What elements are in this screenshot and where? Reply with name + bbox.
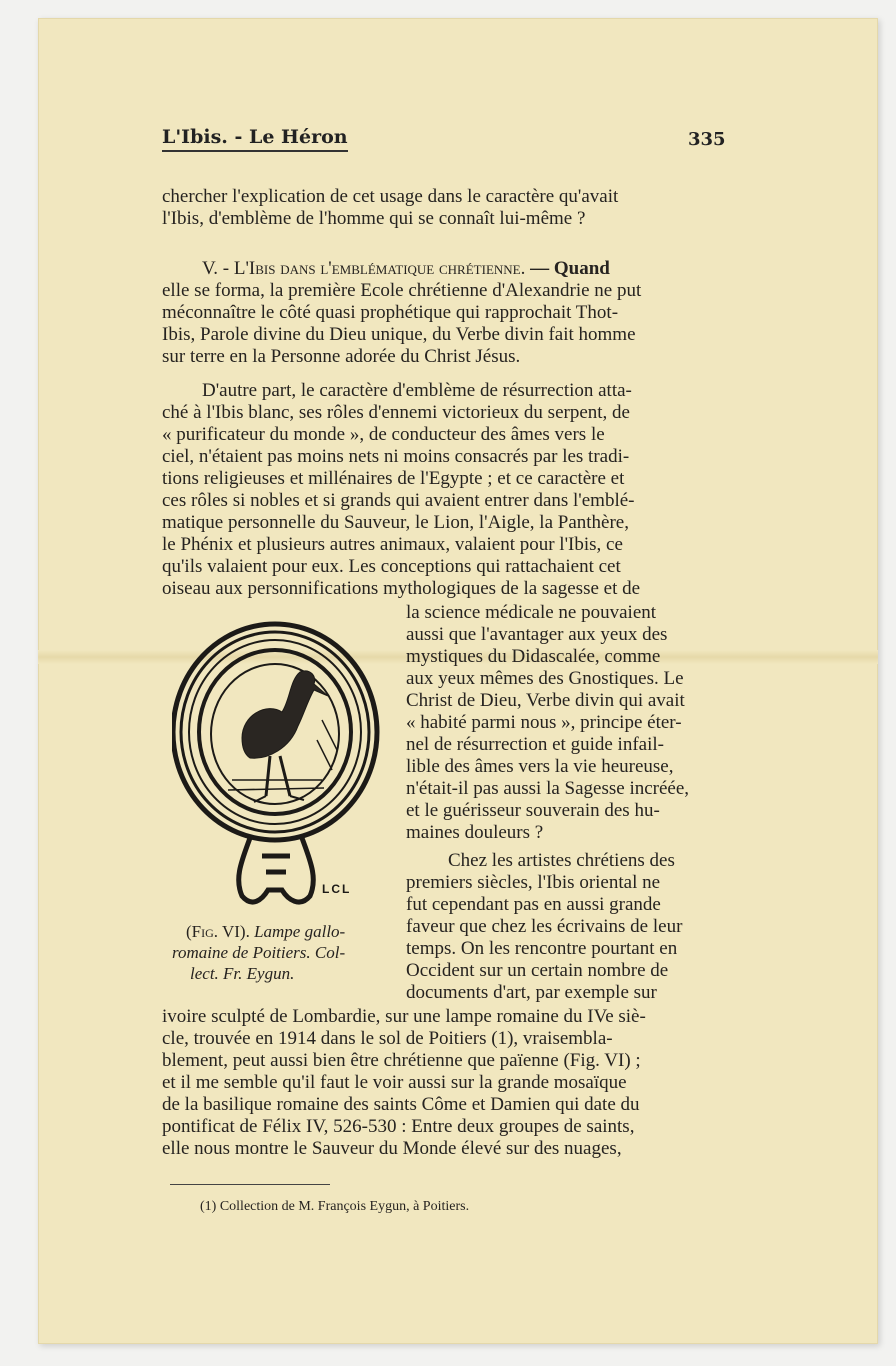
footnote-separator <box>170 1184 330 1185</box>
footnote: (1) Collection de M. François Eygun, à Poitiers. <box>200 1199 470 1214</box>
section-heading-line <box>202 258 610 280</box>
text-line: matique personnelle du Sauveur, le Lion, l'Aigle, la Panthère, <box>162 512 629 533</box>
text-line: fut cependant pas en aussi grande <box>406 894 661 915</box>
text-line: « habité parmi nous », principe éter- <box>406 712 682 733</box>
text-line: sur terre en la Personne adorée du Christ Jésus. <box>162 346 521 367</box>
illustrator-signature: LCL <box>322 882 352 896</box>
text-line: de la basilique romaine des saints Côme et Damien qui date du <box>162 1094 640 1115</box>
section-heading: L'Ibis dans l'emblématique chrétienne. <box>233 258 526 279</box>
text-line: et le guérisseur souverain des hu- <box>406 800 660 821</box>
text-line: documents d'art, par exemple sur <box>406 982 657 1003</box>
page-number: 335 <box>688 129 726 150</box>
text-line: Ibis, Parole divine du Dieu unique, du Verbe divin fait homme <box>162 324 636 345</box>
text-line: « purificateur du monde », de conducteur des âmes vers le <box>162 424 605 445</box>
text-line: D'autre part, le caractère d'emblème de résurrection atta- <box>202 380 632 401</box>
text-line: ché à l'Ibis blanc, ses rôles d'ennemi victorieux du serpent, de <box>162 402 630 423</box>
text-line: premiers siècles, l'Ibis oriental ne <box>406 872 661 893</box>
text-line: Occident sur un certain nombre de <box>406 960 669 981</box>
text-line: méconnaître le côté quasi prophétique qui rapprochait Thot- <box>162 302 619 323</box>
figure-caption-text: Lampe gallo- <box>254 922 346 941</box>
text-line: lible des âmes vers la vie heureuse, <box>406 756 674 777</box>
text-line: temps. On les rencontre pourtant en <box>406 938 678 959</box>
text-line: n'était-il pas aussi la Sagesse incréée, <box>406 778 690 799</box>
figure-caption-label: (Fig. VI). <box>186 922 250 941</box>
text-line: elle se forma, la première Ecole chrétienne d'Alexandrie ne put <box>162 280 642 301</box>
figure-caption-line: romaine de Poitiers. Col- <box>172 943 346 962</box>
section-lead: V. - <box>202 258 234 279</box>
text-line: et il me semble qu'il faut le voir aussi sur la grande mosaïque <box>162 1072 627 1093</box>
text-line: blement, peut aussi bien être chrétienne que païenne (Fig. VI) ; <box>162 1050 641 1071</box>
text-line: l'Ibis, d'emblème de l'homme qui se connaît lui-même ? <box>162 208 586 229</box>
lamp-drawing-icon <box>172 620 382 914</box>
text-line: elle nous montre le Sauveur du Monde élevé sur des nuages, <box>162 1138 622 1159</box>
lamp-illustration <box>172 620 382 914</box>
text-line: pontificat de Félix IV, 526-530 : Entre deux groupes de saints, <box>162 1116 635 1137</box>
text-line: maines douleurs ? <box>406 822 544 843</box>
text-line: Chez les artistes chrétiens des <box>448 850 675 871</box>
text-line: nel de résurrection et guide infail- <box>406 734 664 755</box>
text-line: chercher l'explication de cet usage dans le caractère qu'avait <box>162 186 619 207</box>
text-line: cle, trouvée en 1914 dans le sol de Poitiers (1), vraisembla- <box>162 1028 613 1049</box>
text-line: ciel, n'étaient pas moins nets ni moins consacrés par les tradi- <box>162 446 630 467</box>
text-line: Christ de Dieu, Verbe divin qui avait <box>406 690 685 711</box>
text-line: mystiques du Didascalée, comme <box>406 646 661 667</box>
figure-caption-line: lect. Fr. Eygun. <box>190 964 295 983</box>
text-line: aux yeux mêmes des Gnostiques. Le <box>406 668 684 689</box>
text-line: le Phénix et plusieurs autres animaux, valaient pour l'Ibis, ce <box>162 534 623 555</box>
text-line: faveur que chez les écrivains de leur <box>406 916 683 937</box>
text-line: aussi que l'avantager aux yeux des <box>406 624 668 645</box>
text-line: qu'ils valaient pour eux. Les conceptions qui rattachaient cet <box>162 556 621 577</box>
figure-caption-line <box>186 922 345 942</box>
running-head-title: L'Ibis. - Le Héron <box>162 126 348 152</box>
text-line: oiseau aux personnifications mythologiques de la sagesse et de <box>162 578 641 599</box>
text-line: ivoire sculpté de Lombardie, sur une lampe romaine du IVe siè- <box>162 1006 646 1027</box>
section-heading-dash: — Quand <box>525 258 610 279</box>
text-line: tions religieuses et millénaires de l'Egypte ; et ce caractère et <box>162 468 625 489</box>
text-line: la science médicale ne pouvaient <box>406 602 657 623</box>
text-line: ces rôles si nobles et si grands qui avaient entrer dans l'emblé- <box>162 490 635 511</box>
